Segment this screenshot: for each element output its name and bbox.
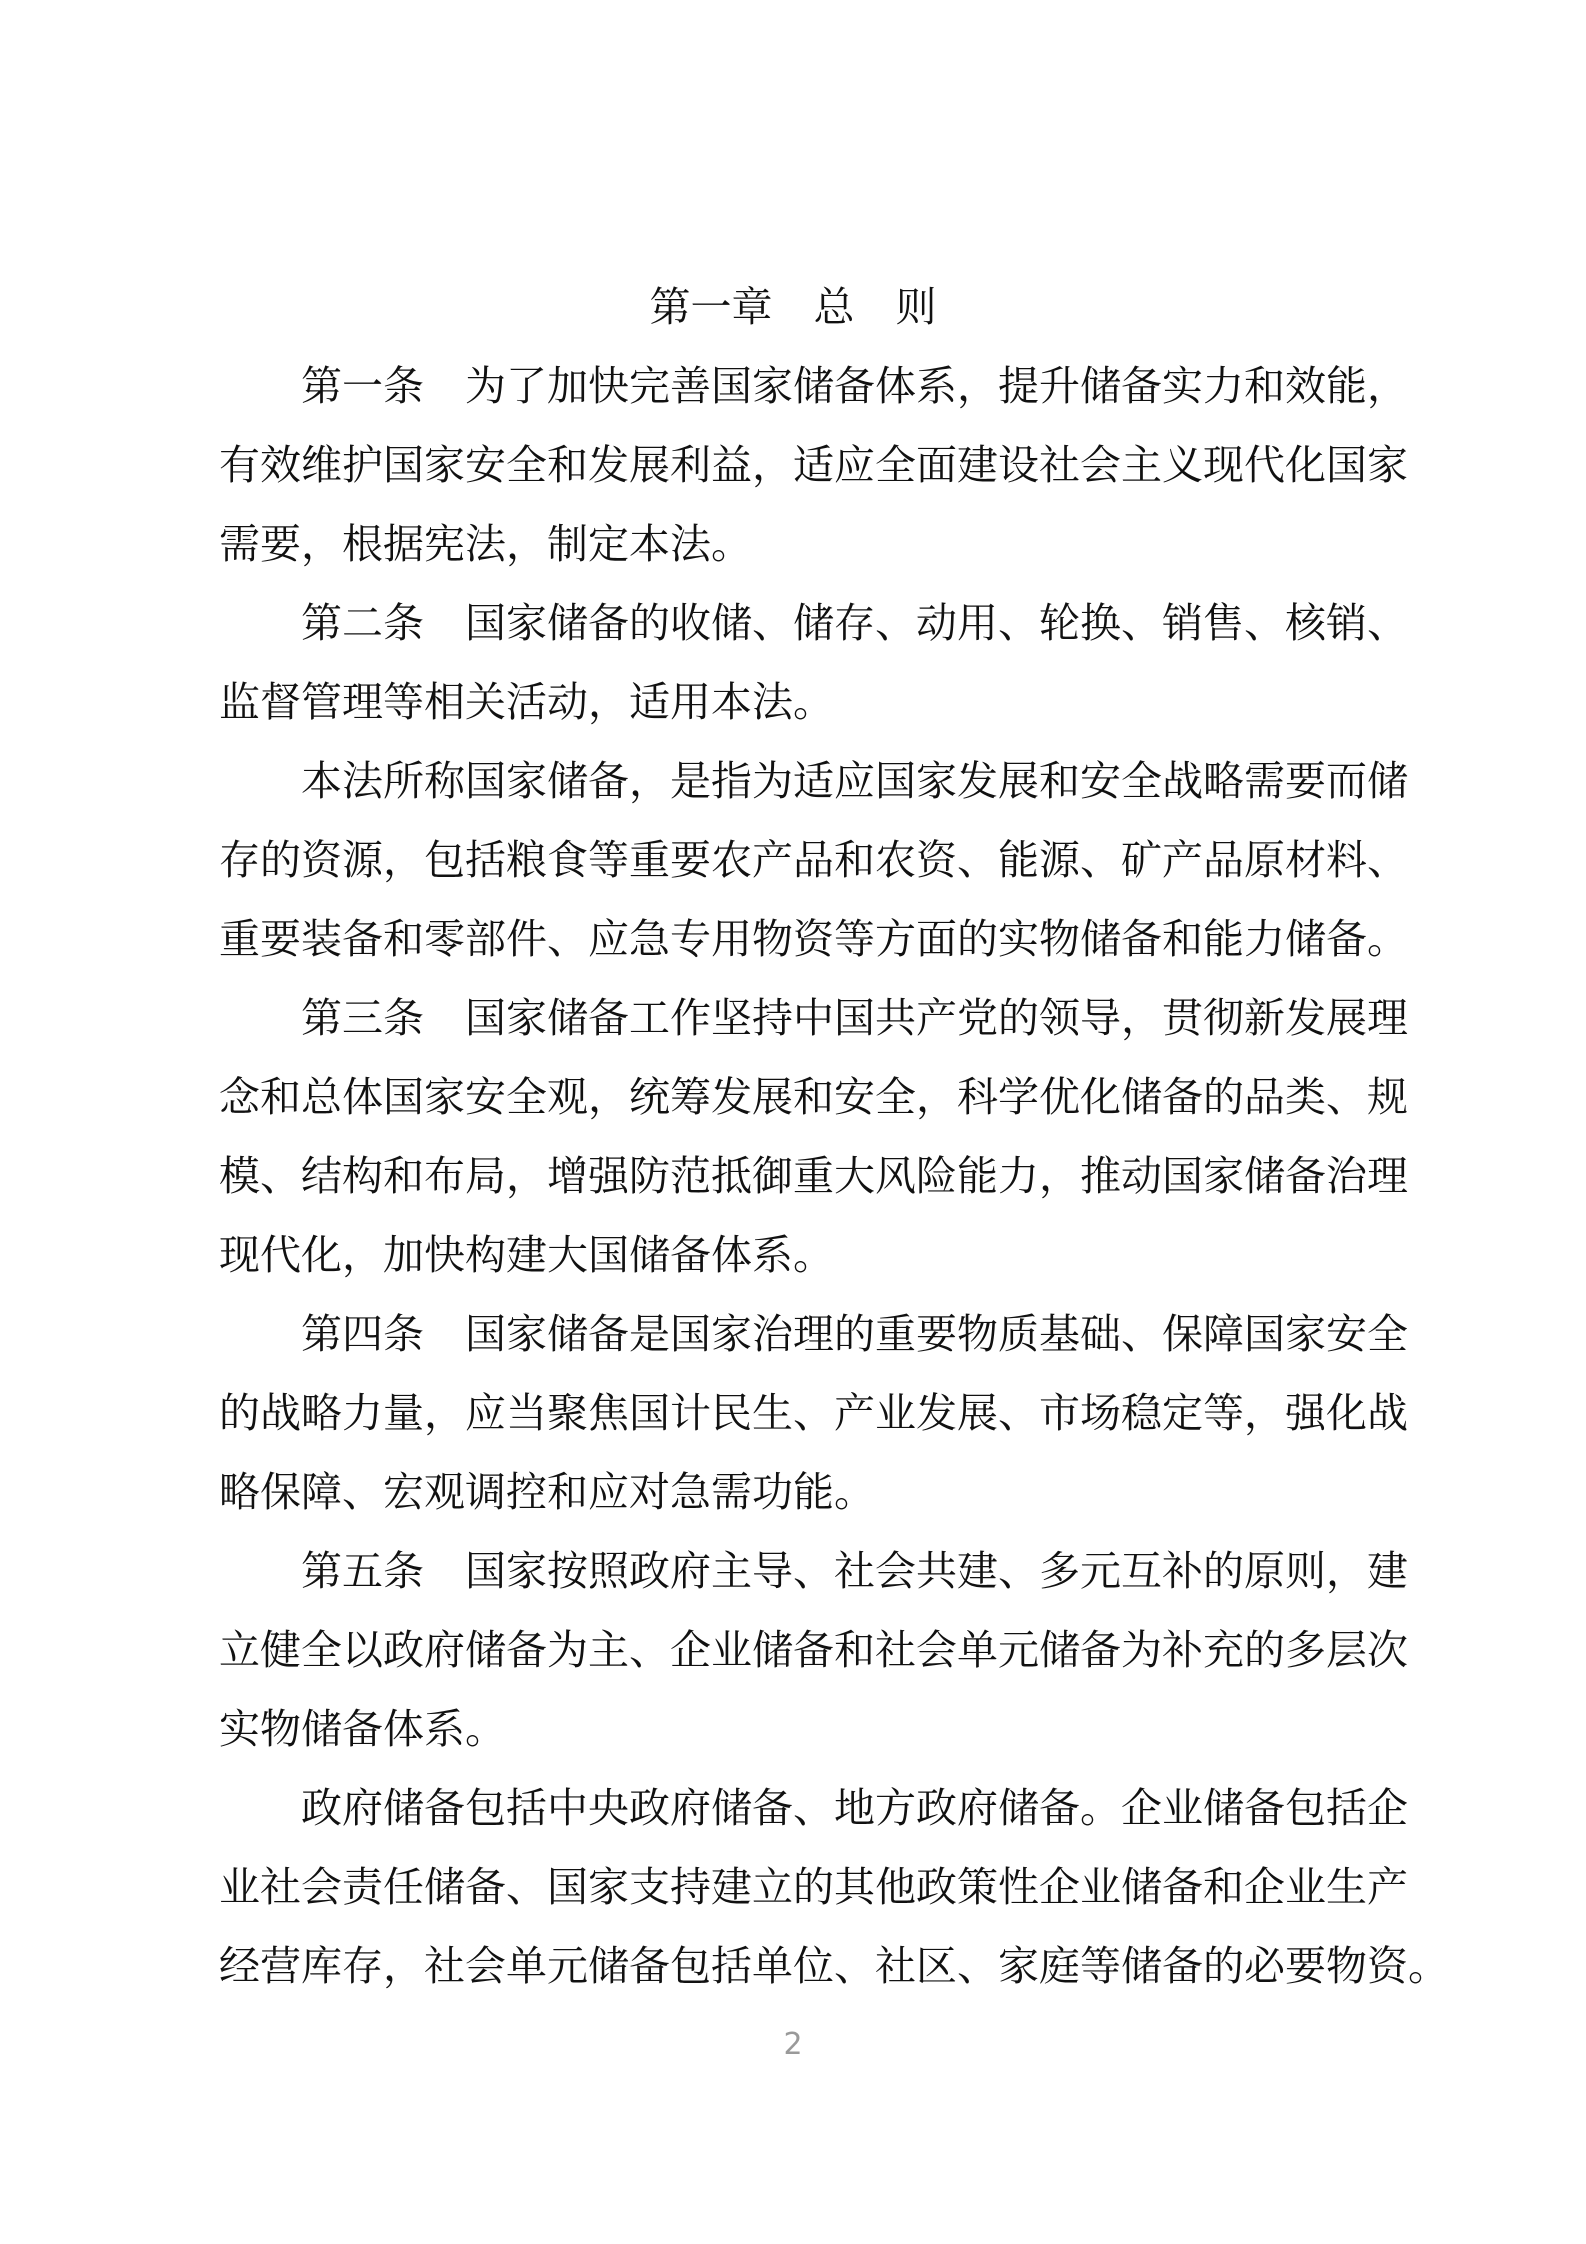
- paragraph-line: 重要装备和零部件、应急专用物资等方面的实物储备和能力储备。: [219, 915, 1408, 963]
- paragraph: [219, 1769, 1449, 2006]
- paragraph-line: 第二条 国家储备的收储、储存、动用、轮换、销售、核销、: [301, 599, 1408, 647]
- paragraph-line: 第四条 国家储备是国家治理的重要物质基础、保障国家安全: [301, 1310, 1408, 1358]
- paragraph: [219, 584, 1408, 742]
- paragraph-line: 念和总体国家安全观，统筹发展和安全，科学优化储备的品类、规: [219, 1073, 1408, 1121]
- paragraph-line: 实物储备体系。: [219, 1705, 506, 1753]
- paragraph-line: 第三条 国家储备工作坚持中国共产党的领导，贯彻新发展理: [301, 994, 1408, 1042]
- paragraph-line: 需要，根据宪法，制定本法。: [219, 520, 752, 568]
- paragraph-line: 本法所称国家储备，是指为适应国家发展和安全战略需要而储: [301, 757, 1408, 805]
- paragraph: [219, 742, 1408, 979]
- paragraph-line: 的战略力量，应当聚焦国计民生、产业发展、市场稳定等，强化战: [219, 1389, 1408, 1437]
- paragraph-line: 经营库存，社会单元储备包括单位、社区、家庭等储备的必要物资。: [219, 1942, 1449, 1990]
- page-number: 2: [783, 2027, 803, 2062]
- paragraph-line: 略保障、宏观调控和应对急需功能。: [219, 1468, 875, 1516]
- paragraph-line: 有效维护国家安全和发展利益，适应全面建设社会主义现代化国家: [219, 441, 1408, 489]
- paragraph: [219, 1295, 1408, 1532]
- paragraph-line: 政府储备包括中央政府储备、地方政府储备。企业储备包括企: [301, 1784, 1408, 1832]
- paragraph-line: 立健全以政府储备为主、企业储备和社会单元储备为补充的多层次: [219, 1626, 1408, 1674]
- paragraph: [219, 1532, 1408, 1769]
- paragraph-line: 存的资源，包括粮食等重要农产品和农资、能源、矿产品原材料、: [219, 836, 1408, 884]
- paragraph-line: 现代化，加快构建大国储备体系。: [219, 1231, 834, 1279]
- paragraph-line: 监督管理等相关活动，适用本法。: [219, 678, 834, 726]
- paragraph-line: 第五条 国家按照政府主导、社会共建、多元互补的原则，建: [301, 1547, 1408, 1595]
- paragraph: [219, 347, 1408, 584]
- paragraph-line: 业社会责任储备、国家支持建立的其他政策性企业储备和企业生产: [219, 1863, 1408, 1911]
- paragraph: [219, 979, 1408, 1295]
- chapter-title: 第一章 总 则: [649, 283, 937, 331]
- document-body: [219, 347, 1449, 2006]
- paragraph-line: 模、结构和布局，增强防范抵御重大风险能力，推动国家储备治理: [219, 1152, 1408, 1200]
- paragraph-line: 第一条 为了加快完善国家储备体系，提升储备实力和效能，: [301, 362, 1408, 410]
